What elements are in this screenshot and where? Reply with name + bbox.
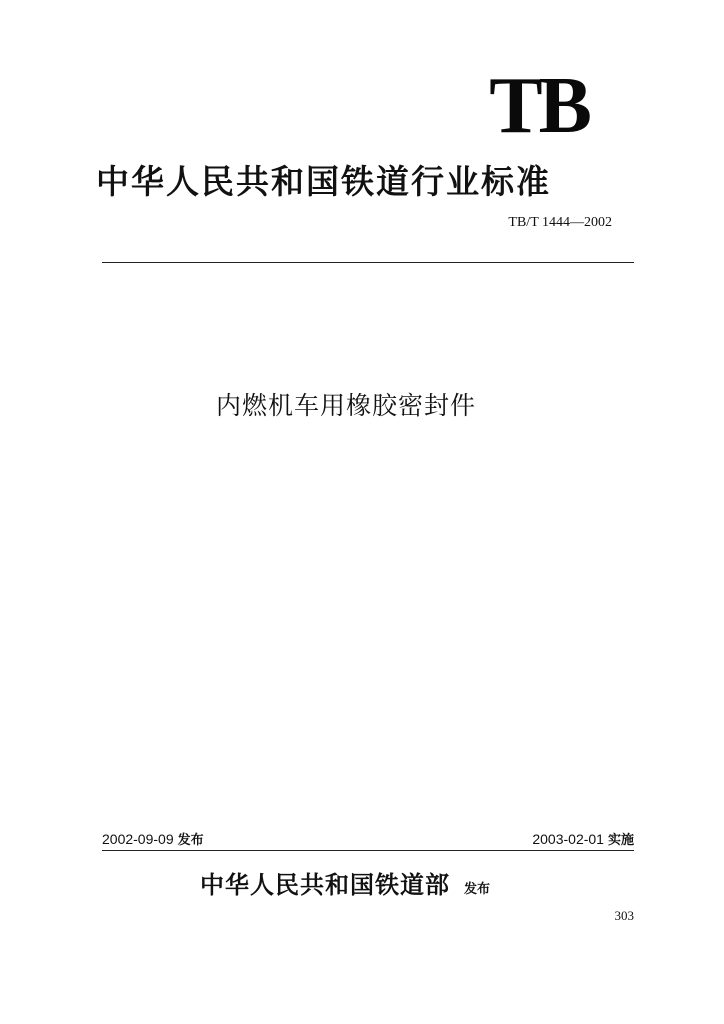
page-number: 303 — [614, 908, 634, 923]
standard-logo: TB — [489, 62, 588, 150]
standard-category-heading: 中华人民共和国铁道行业标准 — [96, 162, 551, 201]
effective-label: 实施 — [607, 833, 634, 848]
standard-number: TB/T 1444—2002 — [508, 215, 612, 230]
release-date: 2002-09-09 — [102, 831, 174, 847]
header-divider — [102, 262, 634, 263]
document-title: 内燃机车用橡胶密封件 — [216, 391, 477, 420]
effective-info — [532, 828, 634, 852]
effective-date: 2003-02-01 — [532, 831, 604, 847]
issuer-line — [200, 868, 560, 902]
issuer-action: 发布 — [464, 882, 491, 897]
release-label: 发布 — [177, 833, 204, 848]
footer-divider — [102, 850, 634, 851]
date-row — [102, 828, 634, 850]
issuer-name: 中华人民共和国铁道部 — [200, 870, 450, 899]
release-info — [102, 828, 204, 852]
